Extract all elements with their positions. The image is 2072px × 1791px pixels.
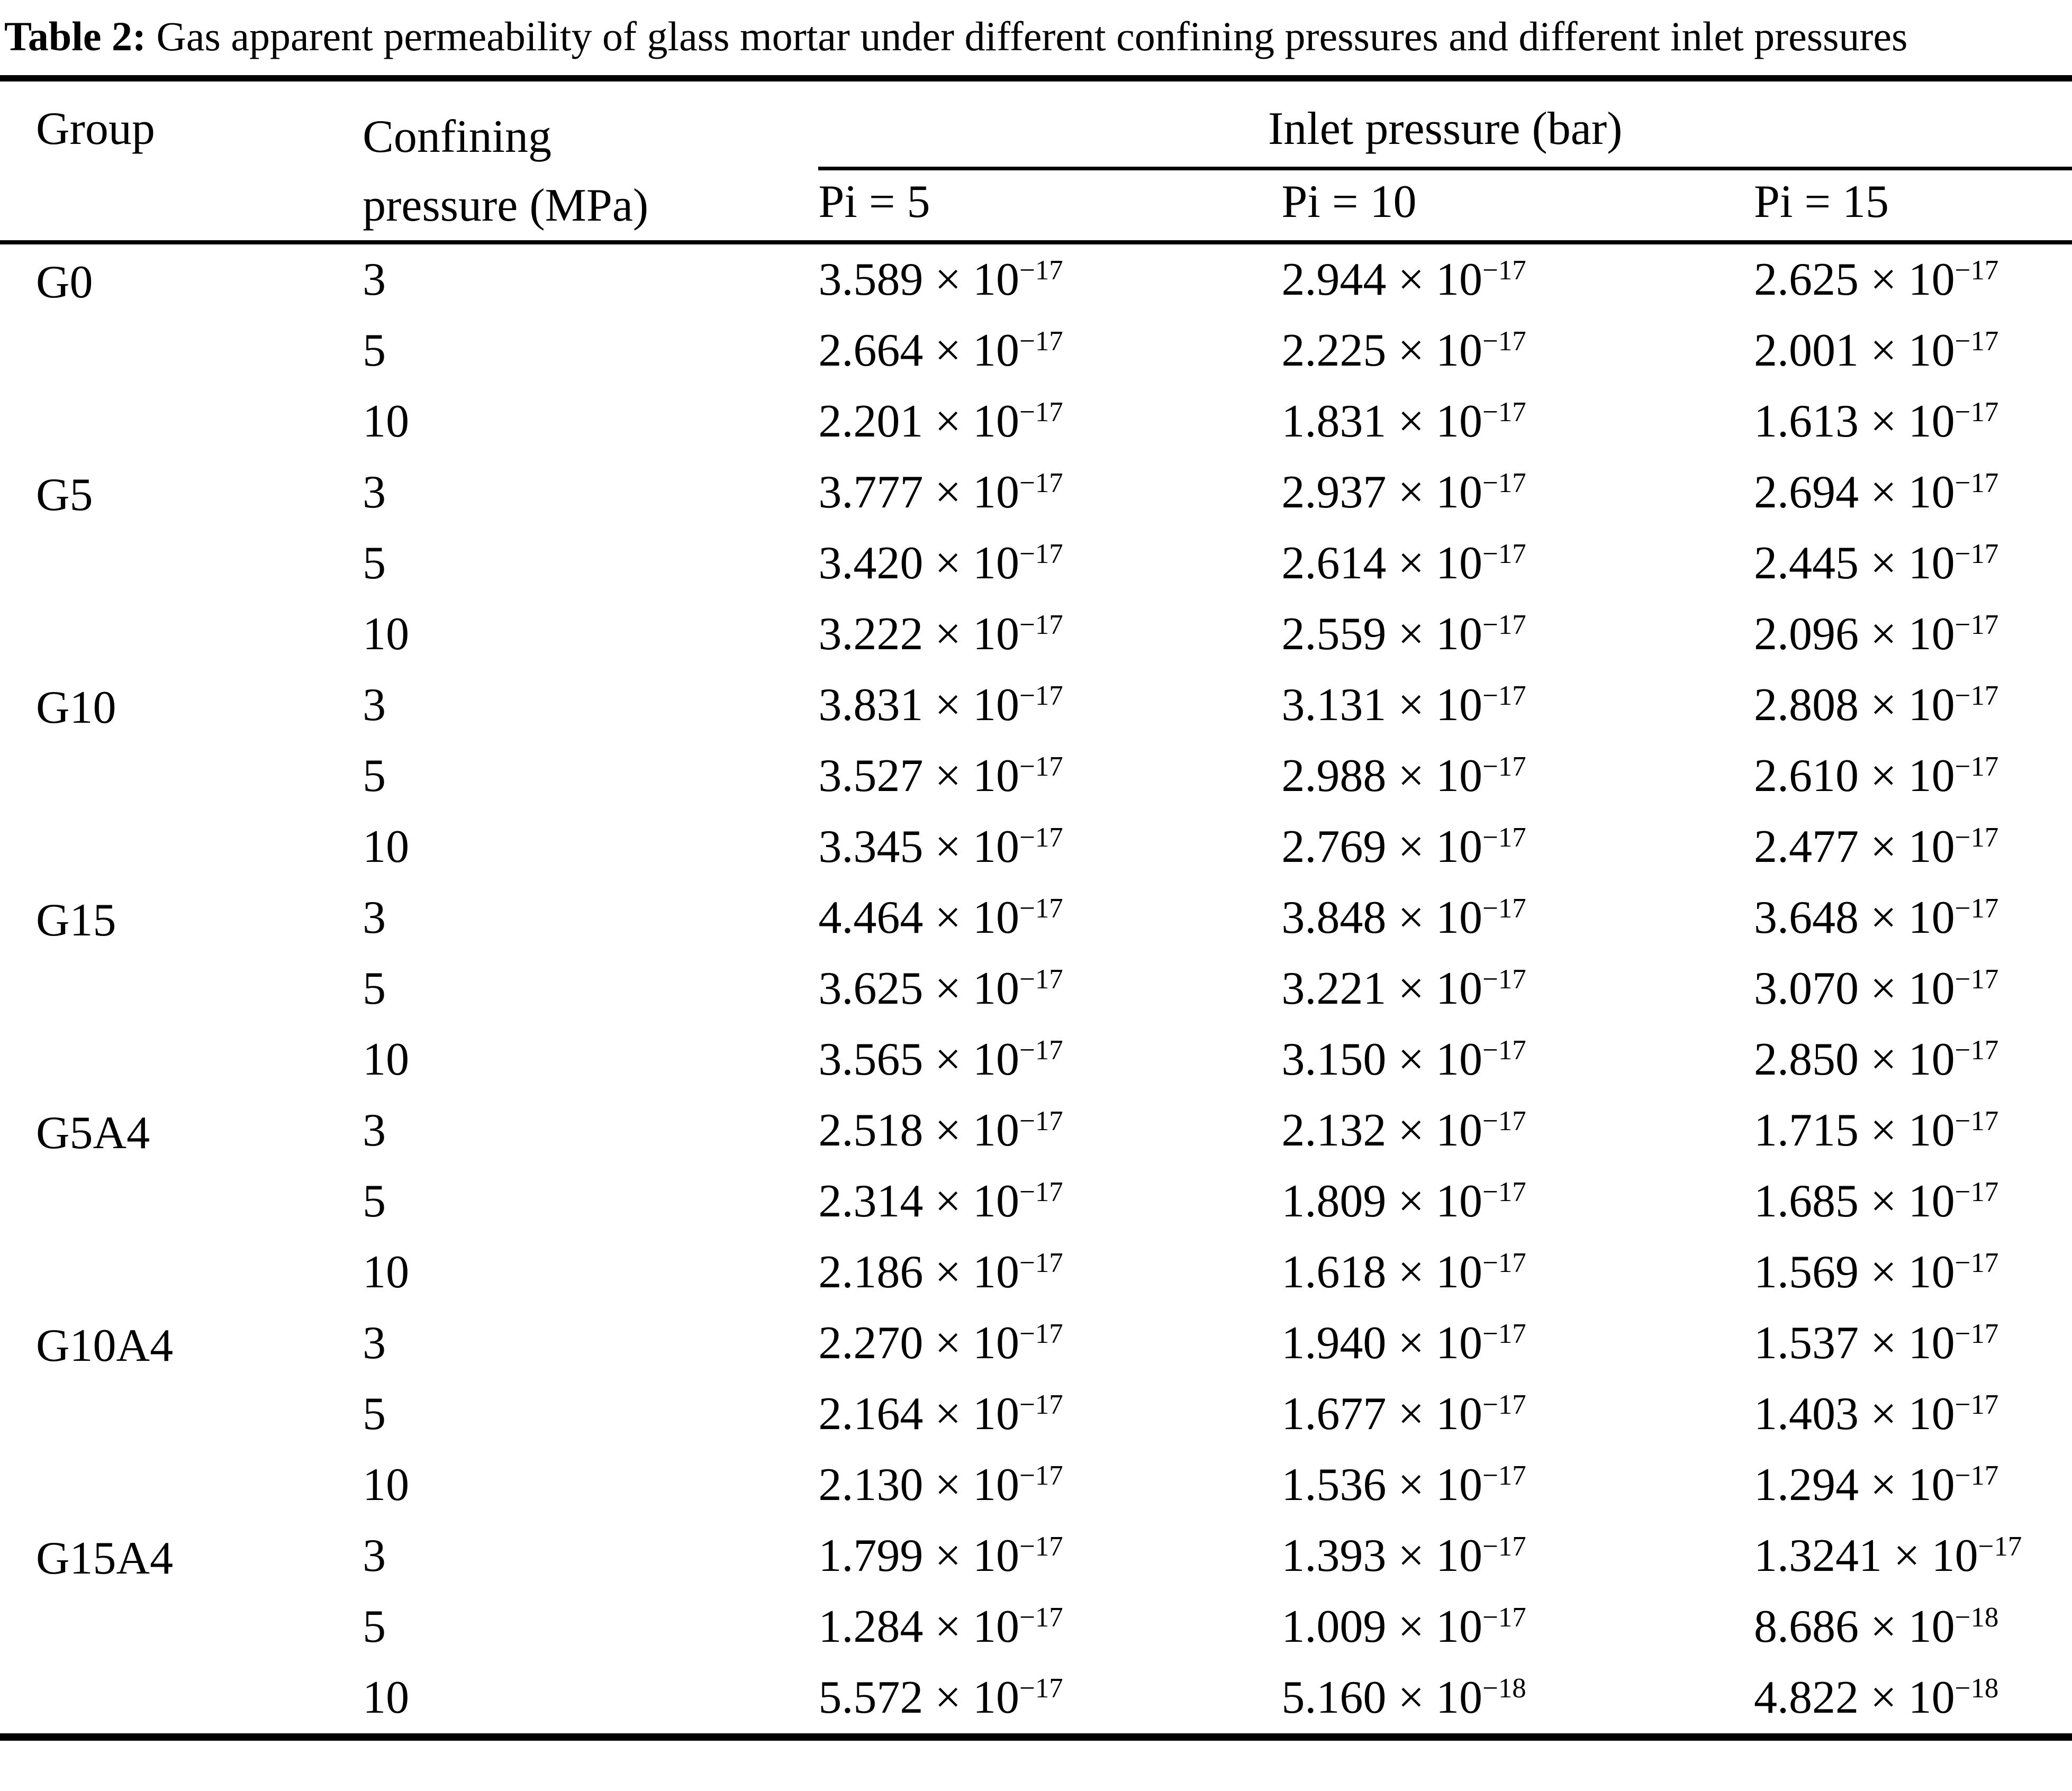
permeability-value-cell: $1.009 \times 10^{-17}$ xyxy=(1281,1601,1526,1652)
confining-pressure-cell: 5 xyxy=(363,1388,386,1440)
permeability-value-cell: $1.393 \times 10^{-17}$ xyxy=(1281,1530,1526,1581)
permeability-value-cell: $1.536 \times 10^{-17}$ xyxy=(1281,1459,1526,1511)
permeability-value-cell: $2.270 \times 10^{-17}$ xyxy=(818,1317,1063,1369)
table-row xyxy=(0,1308,2072,1379)
exponent: −17 xyxy=(1955,1176,1999,1207)
group-name-cell: G10A4 xyxy=(36,1320,174,1371)
permeability-value-cell: $1.284 \times 10^{-17}$ xyxy=(818,1601,1063,1652)
exponent: −17 xyxy=(1019,751,1063,782)
permeability-value-cell: $1.294 \times 10^{-17}$ xyxy=(1754,1459,1999,1511)
table-row xyxy=(0,1095,2072,1166)
exponent: −17 xyxy=(1955,822,1999,853)
confining-pressure-cell: 10 xyxy=(363,396,410,447)
exponent: −17 xyxy=(1019,680,1063,711)
permeability-value-cell: $3.589 \times 10^{-17}$ xyxy=(818,254,1063,305)
confining-pressure-cell: 5 xyxy=(363,1601,386,1652)
table-row xyxy=(0,883,2072,953)
exponent: −17 xyxy=(1978,1531,2022,1562)
permeability-value-cell: $2.186 \times 10^{-17}$ xyxy=(818,1247,1063,1298)
column-header-pi-10: Pi = 10 xyxy=(1281,168,1754,242)
exponent: −18 xyxy=(1482,1672,1526,1704)
exponent: −17 xyxy=(1019,1460,1063,1491)
permeability-value-cell: $2.988 \times 10^{-17}$ xyxy=(1281,750,1526,802)
table-row xyxy=(0,242,2072,315)
exponent: −17 xyxy=(1482,1460,1526,1491)
exponent: −17 xyxy=(1955,538,1999,569)
exponent: −17 xyxy=(1482,1105,1526,1137)
permeability-value-cell: $2.769 \times 10^{-17}$ xyxy=(1281,821,1526,872)
table-caption-label: Table 2: xyxy=(4,13,147,59)
confining-pressure-cell: 3 xyxy=(363,679,386,731)
exponent: −17 xyxy=(1955,396,1999,428)
exponent: −17 xyxy=(1482,893,1526,924)
exponent: −17 xyxy=(1955,1105,1999,1137)
confining-pressure-cell: 5 xyxy=(363,325,386,376)
permeability-value-cell: $4.822 \times 10^{-18}$ xyxy=(1754,1672,1999,1723)
permeability-value-cell: $1.403 \times 10^{-17}$ xyxy=(1754,1388,1999,1440)
permeability-value-cell: $2.201 \times 10^{-17}$ xyxy=(818,396,1063,447)
permeability-value-cell: $1.569 \times 10^{-17}$ xyxy=(1754,1247,1999,1298)
exponent: −17 xyxy=(1482,254,1526,286)
exponent: −17 xyxy=(1482,1389,1526,1420)
permeability-value-cell: $2.445 \times 10^{-17}$ xyxy=(1754,538,1999,589)
permeability-value-cell: $2.664 \times 10^{-17}$ xyxy=(818,325,1063,376)
permeability-value-cell: $3.345 \times 10^{-17}$ xyxy=(818,821,1063,872)
exponent: −17 xyxy=(1019,1105,1063,1137)
group-name-cell: G5A4 xyxy=(36,1107,150,1159)
permeability-value-cell: $3.848 \times 10^{-17}$ xyxy=(1281,892,1526,943)
permeability-value-cell: $2.937 \times 10^{-17}$ xyxy=(1281,467,1526,518)
group-name-cell: G15 xyxy=(36,895,116,946)
permeability-value-cell: $2.477 \times 10^{-17}$ xyxy=(1754,821,1999,872)
exponent: −17 xyxy=(1482,325,1526,357)
permeability-value-cell: $2.625 \times 10^{-17}$ xyxy=(1754,254,1999,305)
table-body xyxy=(0,242,2072,1737)
permeability-value-cell: $3.420 \times 10^{-17}$ xyxy=(818,538,1063,589)
exponent: −17 xyxy=(1955,1247,1999,1278)
permeability-value-cell: $5.572 \times 10^{-17}$ xyxy=(818,1672,1063,1723)
exponent: −18 xyxy=(1955,1672,1999,1704)
confining-pressure-cell: 5 xyxy=(363,1176,386,1227)
exponent: −17 xyxy=(1019,467,1063,498)
exponent: −17 xyxy=(1955,963,1999,995)
confining-pressure-cell: 10 xyxy=(363,1034,410,1085)
exponent: −17 xyxy=(1482,609,1526,640)
permeability-value-cell: $1.831 \times 10^{-17}$ xyxy=(1281,396,1526,447)
exponent: −17 xyxy=(1955,254,1999,286)
exponent: −18 xyxy=(1955,1602,1999,1633)
exponent: −17 xyxy=(1019,963,1063,995)
table-row xyxy=(0,457,2072,528)
permeability-value-cell: $1.940 \times 10^{-17}$ xyxy=(1281,1317,1526,1369)
permeability-value-cell: $2.518 \times 10^{-17}$ xyxy=(818,1105,1063,1156)
permeability-value-cell: $5.160 \times 10^{-18}$ xyxy=(1281,1672,1526,1723)
permeability-value-cell: $3.222 \times 10^{-17}$ xyxy=(818,608,1063,660)
column-header-pi-15: Pi = 15 xyxy=(1754,168,2072,242)
table-row xyxy=(0,670,2072,741)
exponent: −17 xyxy=(1955,467,1999,498)
group-name-cell: G10 xyxy=(36,682,116,733)
exponent: −17 xyxy=(1482,822,1526,853)
permeability-value-cell: $3.527 \times 10^{-17}$ xyxy=(818,750,1063,802)
confining-pressure-cell: 3 xyxy=(363,892,386,943)
permeability-value-cell: $3.150 \times 10^{-17}$ xyxy=(1281,1034,1526,1085)
group-name-cell: G15A4 xyxy=(36,1533,174,1584)
exponent: −17 xyxy=(1955,1389,1999,1420)
exponent: −17 xyxy=(1019,1176,1063,1207)
permeability-value-cell: $3.648 \times 10^{-17}$ xyxy=(1754,892,1999,943)
confining-pressure-cell: 3 xyxy=(363,1317,386,1369)
permeability-value-cell: $2.559 \times 10^{-17}$ xyxy=(1281,608,1526,660)
table-header xyxy=(0,78,2072,242)
exponent: −17 xyxy=(1482,1531,1526,1562)
confining-pressure-cell: 5 xyxy=(363,538,386,589)
exponent: −17 xyxy=(1019,254,1063,286)
permeability-value-cell: $3.070 \times 10^{-17}$ xyxy=(1754,963,1999,1014)
permeability-value-cell: $2.850 \times 10^{-17}$ xyxy=(1754,1034,1999,1085)
exponent: −17 xyxy=(1482,467,1526,498)
permeability-value-cell: $1.677 \times 10^{-17}$ xyxy=(1281,1388,1526,1440)
confining-pressure-cell: 10 xyxy=(363,1459,410,1511)
exponent: −17 xyxy=(1019,822,1063,853)
column-header-inlet-pressure-span: Inlet pressure (bar) xyxy=(818,78,2072,168)
permeability-value-cell: $1.618 \times 10^{-17}$ xyxy=(1281,1247,1526,1298)
table-row xyxy=(0,1521,2072,1592)
exponent: −17 xyxy=(1019,1389,1063,1420)
exponent: −17 xyxy=(1019,1318,1063,1349)
exponent: −17 xyxy=(1955,680,1999,711)
exponent: −17 xyxy=(1019,1531,1063,1562)
permeability-value-cell: $2.614 \times 10^{-17}$ xyxy=(1281,538,1526,589)
permeability-value-cell: $3.625 \times 10^{-17}$ xyxy=(818,963,1063,1014)
exponent: −17 xyxy=(1482,396,1526,428)
exponent: −17 xyxy=(1955,1460,1999,1491)
exponent: −17 xyxy=(1482,1602,1526,1633)
group-name-cell: G5 xyxy=(36,469,93,521)
group-name-cell: G0 xyxy=(36,257,93,308)
confining-pressure-cell: 10 xyxy=(363,608,410,660)
permeability-value-cell: $3.831 \times 10^{-17}$ xyxy=(818,679,1063,731)
exponent: −17 xyxy=(1019,1602,1063,1633)
column-header-confining-pressure-text: Confining pressure (MPa) xyxy=(363,111,649,231)
exponent: −17 xyxy=(1482,680,1526,711)
permeability-value-cell: $1.809 \times 10^{-17}$ xyxy=(1281,1176,1526,1227)
permeability-value-cell: $3.131 \times 10^{-17}$ xyxy=(1281,679,1526,731)
confining-pressure-cell: 3 xyxy=(363,467,386,518)
permeability-value-cell: $2.808 \times 10^{-17}$ xyxy=(1754,679,1999,731)
exponent: −17 xyxy=(1955,1318,1999,1349)
exponent: −17 xyxy=(1019,893,1063,924)
column-header-confining-pressure xyxy=(363,78,818,242)
exponent: −17 xyxy=(1482,1034,1526,1066)
permeability-value-cell: $1.715 \times 10^{-17}$ xyxy=(1754,1105,1999,1156)
permeability-value-cell: $2.164 \times 10^{-17}$ xyxy=(818,1388,1063,1440)
exponent: −17 xyxy=(1955,325,1999,357)
permeability-table xyxy=(0,75,2072,1741)
exponent: −17 xyxy=(1019,538,1063,569)
permeability-value-cell: $3.777 \times 10^{-17}$ xyxy=(818,467,1063,518)
permeability-value-cell: $2.610 \times 10^{-17}$ xyxy=(1754,750,1999,802)
exponent: −17 xyxy=(1019,1247,1063,1278)
column-header-group: Group xyxy=(0,78,363,242)
exponent: −17 xyxy=(1955,751,1999,782)
confining-pressure-cell: 5 xyxy=(363,750,386,802)
confining-pressure-cell: 3 xyxy=(363,1105,386,1156)
exponent: −17 xyxy=(1482,1176,1526,1207)
exponent: −17 xyxy=(1955,893,1999,924)
exponent: −17 xyxy=(1482,963,1526,995)
exponent: −17 xyxy=(1019,325,1063,357)
permeability-value-cell: $2.001 \times 10^{-17}$ xyxy=(1754,325,1999,376)
confining-pressure-cell: 5 xyxy=(363,963,386,1014)
permeability-value-cell: $2.944 \times 10^{-17}$ xyxy=(1281,254,1526,305)
confining-pressure-cell: 10 xyxy=(363,821,410,872)
column-header-pi-5: Pi = 5 xyxy=(818,168,1281,242)
permeability-value-cell: $2.130 \times 10^{-17}$ xyxy=(818,1459,1063,1511)
table-caption-text: Gas apparent permeability of glass mortar under different confining pressures and different inlet pressures xyxy=(156,13,1908,59)
permeability-value-cell: $1.685 \times 10^{-17}$ xyxy=(1754,1176,1999,1227)
exponent: −17 xyxy=(1482,1318,1526,1349)
exponent: −17 xyxy=(1019,1672,1063,1704)
permeability-value-cell: $2.225 \times 10^{-17}$ xyxy=(1281,325,1526,376)
exponent: −17 xyxy=(1955,1034,1999,1066)
exponent: −17 xyxy=(1019,1034,1063,1066)
exponent: −17 xyxy=(1955,609,1999,640)
permeability-value-cell: $3.221 \times 10^{-17}$ xyxy=(1281,963,1526,1014)
permeability-value-cell: $2.694 \times 10^{-17}$ xyxy=(1754,467,1999,518)
confining-pressure-cell: 10 xyxy=(363,1247,410,1298)
table-caption xyxy=(4,5,2068,68)
permeability-value-cell: $1.799 \times 10^{-17}$ xyxy=(818,1530,1063,1581)
confining-pressure-cell: 3 xyxy=(363,1530,386,1581)
exponent: −17 xyxy=(1482,751,1526,782)
document-page xyxy=(0,5,2072,1741)
permeability-value-cell: $3.565 \times 10^{-17}$ xyxy=(818,1034,1063,1085)
permeability-value-cell: $1.613 \times 10^{-17}$ xyxy=(1754,396,1999,447)
exponent: −17 xyxy=(1482,1247,1526,1278)
confining-pressure-cell: 3 xyxy=(363,254,386,305)
header-row-1 xyxy=(0,78,2072,168)
exponent: −17 xyxy=(1019,609,1063,640)
exponent: −17 xyxy=(1019,396,1063,428)
permeability-value-cell: $4.464 \times 10^{-17}$ xyxy=(818,892,1063,943)
permeability-value-cell: $8.686 \times 10^{-18}$ xyxy=(1754,1601,1999,1652)
permeability-value-cell: $2.132 \times 10^{-17}$ xyxy=(1281,1105,1526,1156)
permeability-value-cell: $2.314 \times 10^{-17}$ xyxy=(818,1176,1063,1227)
permeability-value-cell: $1.3241 \times 10^{-17}$ xyxy=(1754,1530,2022,1581)
permeability-value-cell: $1.537 \times 10^{-17}$ xyxy=(1754,1317,1999,1369)
confining-pressure-cell: 10 xyxy=(363,1672,410,1723)
permeability-value-cell: $2.096 \times 10^{-17}$ xyxy=(1754,608,1999,660)
exponent: −17 xyxy=(1482,538,1526,569)
